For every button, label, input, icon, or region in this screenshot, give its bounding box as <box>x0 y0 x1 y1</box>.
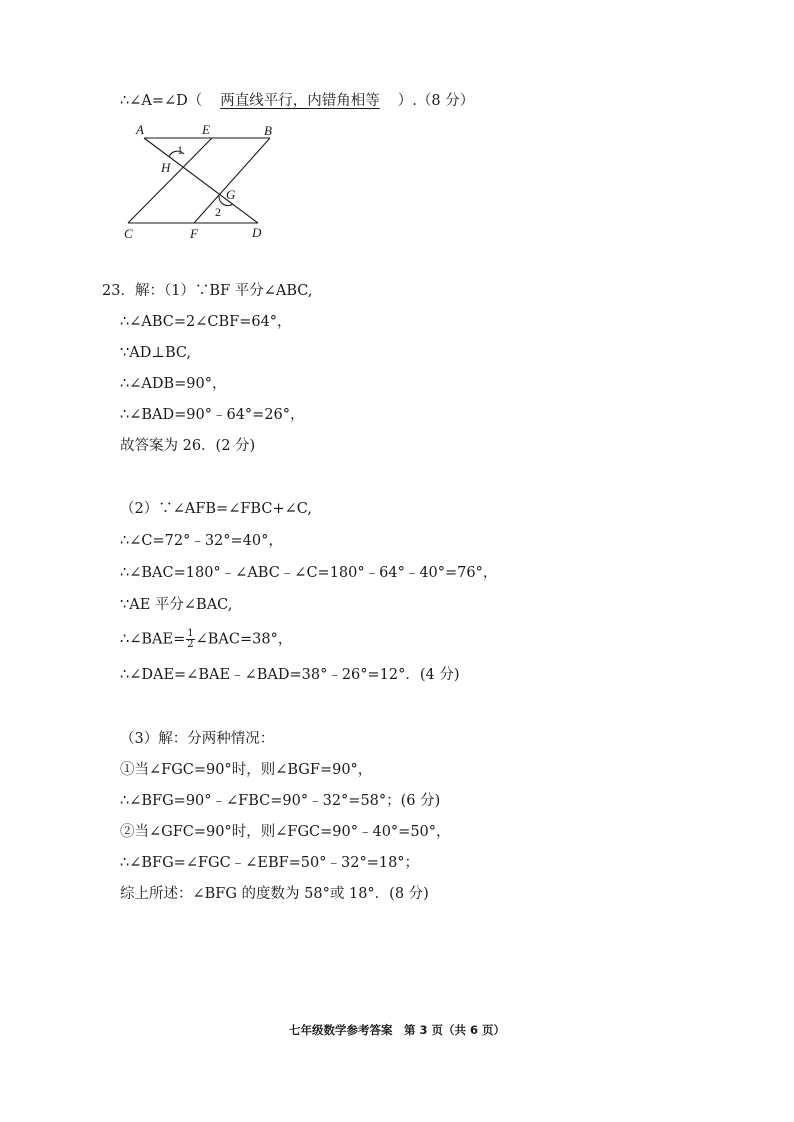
label-a: A <box>136 122 144 137</box>
line-ce <box>128 138 212 223</box>
q23-part2-line4: ∵AE 平分∠BAC, <box>120 597 233 613</box>
fraction-line-prefix: ∴∠BAE= <box>120 631 186 648</box>
label-e: E <box>202 122 210 137</box>
label-c: C <box>124 226 133 241</box>
label-d: D <box>252 225 262 240</box>
q23-part3-line2: ①当∠FGC=90°时，则∠BGF=90°， <box>120 762 373 778</box>
q23-part3-line5: ∴∠BFG=∠FGC﹣∠EBF=50°﹣32°=18°； <box>120 855 420 871</box>
q23-part1-line1: 23．解：（1）∵BF 平分∠ABC, <box>102 283 313 299</box>
q23-part3-line6: 综上所述：∠BFG 的度数为 58°或 18°．(8 分) <box>120 886 429 902</box>
conclusion-line <box>120 92 474 110</box>
q23-part3-line4: ②当∠GFC=90°时，则∠FGC=90°﹣40°=50°， <box>120 824 451 840</box>
reason-blank: 两直线平行，内错角相等 <box>220 93 380 109</box>
q23-part1-line6: 故答案为 26．(2 分) <box>120 438 256 454</box>
label-h: H <box>161 160 171 175</box>
q23-part2-line6: ∴∠DAE=∠BAE﹣∠BAD=38°﹣26°=12°．(4 分) <box>120 667 460 683</box>
q23-part2-line1: （2）∵∠AFB=∠FBC+∠C, <box>120 501 312 517</box>
q23-part1-line2: ∴∠ABC=2∠CBF=64°， <box>120 314 292 330</box>
q23-part2-line5 <box>120 629 292 650</box>
q23-part3-line3: ∴∠BFG=90°﹣∠FBC=90°﹣32°=58°；(6 分) <box>120 793 441 809</box>
fraction-denominator: 2 <box>187 639 194 650</box>
q23-part3-line1: （3）解：分两种情况： <box>120 731 275 747</box>
conclusion-prefix: ∴∠A=∠D（ <box>120 93 203 109</box>
geometry-figure <box>118 118 288 243</box>
conclusion-suffix: ）.（8 分） <box>397 93 475 109</box>
line-ad <box>144 138 258 223</box>
label-f: F <box>190 226 198 241</box>
q23-part1-line4: ∴∠ADB=90°， <box>120 376 227 392</box>
label-b: B <box>264 123 272 138</box>
line-fb <box>194 138 270 223</box>
q23-part1-line3: ∵AD⊥BC, <box>120 345 192 361</box>
label-angle-2: 2 <box>215 205 221 219</box>
fraction-numerator: 1 <box>187 628 194 639</box>
fraction-one-half <box>186 629 194 650</box>
q23-part2-line3: ∴∠BAC=180°﹣∠ABC﹣∠C=180°﹣64°﹣40°=76°， <box>120 565 498 581</box>
fraction-line-suffix: ∠BAC=38°， <box>195 631 293 648</box>
q23-part1-line5: ∴∠BAD=90°﹣64°=26°， <box>120 407 305 423</box>
label-angle-1: 1 <box>177 143 183 157</box>
label-g: G <box>226 187 236 202</box>
page-footer: 七年级数学参考答案 第 3 页（共 6 页） <box>288 1023 506 1037</box>
q23-part2-line2: ∴∠C=72°﹣32°=40°， <box>120 533 283 549</box>
